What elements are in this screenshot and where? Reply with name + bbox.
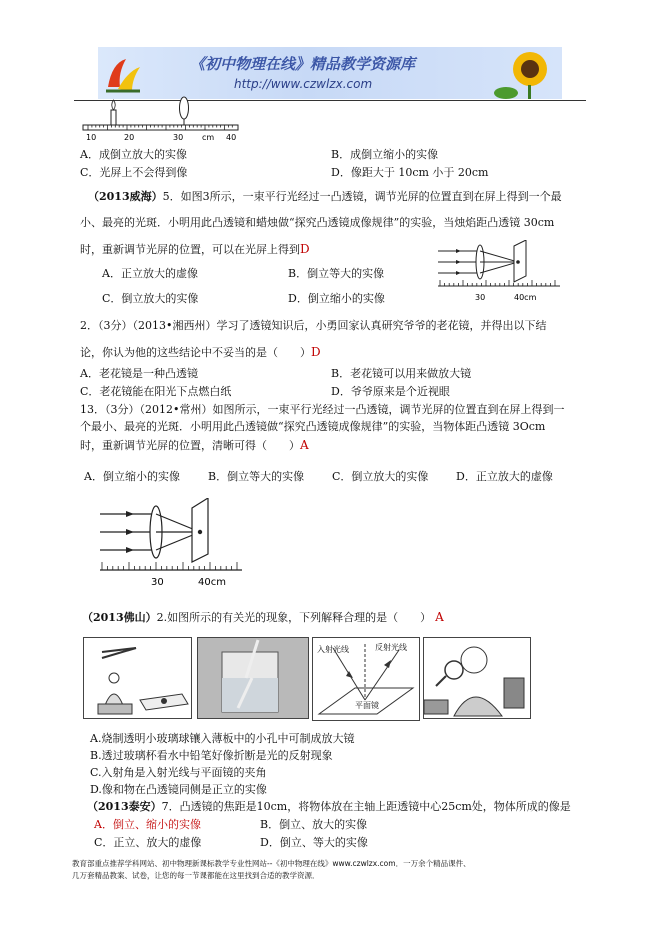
ruler-unit-label: cm bbox=[202, 133, 215, 142]
header-banner bbox=[98, 47, 562, 99]
sunflower-icon bbox=[490, 47, 562, 99]
answer-mark: A bbox=[300, 438, 309, 452]
question-changzhou-line3: 时，重新调节光屏的位置，清晰可得（ ）A bbox=[80, 438, 309, 452]
option-c: C．倒立放大的实像 bbox=[332, 470, 429, 483]
footer-line1: 教育部重点推荐学科网站、初中物理新课标教学专业性网站--《初中物理在线》www.czwlzx.com．一万余个精品课件、 bbox=[72, 859, 471, 868]
option-b: B．老花镜可以用来做放大镜 bbox=[331, 367, 472, 380]
option-d: D．倒立、等大的实像 bbox=[260, 836, 368, 849]
ruler-tick-label: 20 bbox=[124, 133, 135, 142]
option-b: B．倒立等大的实像 bbox=[288, 267, 385, 280]
ruler-tick-label: 40 bbox=[226, 133, 237, 142]
question-changzhou-line1: 13．（3分）（2012•常州）如图所示，一束平行光经过一凸透镜，调节光屏的位置直到在屏上得到一 bbox=[80, 403, 565, 416]
option-d: D．正立放大的虚像 bbox=[456, 470, 553, 483]
option-a: A.烧制透明小玻璃球镶入薄板中的小孔中可制成放大镜 bbox=[90, 732, 355, 745]
option-a: A．成倒立放大的实像 bbox=[80, 148, 187, 161]
question-weihai-line2: 小、最亮的光斑．小明用此凸透镜和蜡烛做“探究凸透镜成像规律”的实验，当烛焰距凸透镜 30cm bbox=[80, 216, 555, 229]
question-source: （2013泰安） bbox=[87, 800, 162, 813]
answer-mark: D bbox=[300, 242, 310, 256]
option-c: C.入射角是入射光线与平面镜的夹角 bbox=[90, 766, 267, 779]
option-a: A．倒立缩小的实像 bbox=[84, 470, 180, 483]
ruler-tick-label: 30 bbox=[173, 133, 184, 142]
pencil-in-water-picture bbox=[197, 637, 309, 719]
lens-screen-figure bbox=[434, 240, 564, 304]
option-c: C．老花镜能在阳光下点燃白纸 bbox=[80, 385, 232, 398]
option-d: D．爷爷原来是个近视眼 bbox=[331, 385, 450, 398]
option-d: D．倒立缩小的实像 bbox=[288, 292, 385, 305]
question-xiangxi-line1: 2．（3分）（2013•湘西州）学习了透镜知识后，小勇回家认真研究爷爷的老花镜，并得出以下结 bbox=[80, 319, 547, 332]
mirror-label: 平面镜 bbox=[355, 701, 379, 710]
question-source: （2013佛山） bbox=[82, 611, 157, 624]
footer-line2: 几万套精品教案、试卷，让您的每一节课都能在这里找到合适的教学资源． bbox=[72, 871, 320, 880]
option-b: B．倒立、放大的实像 bbox=[260, 818, 368, 831]
header-title: 《初中物理在线》精品教学资源库 bbox=[190, 55, 416, 73]
ruler-tick-label: 30 bbox=[475, 293, 486, 302]
site-logo-icon bbox=[102, 53, 144, 95]
answer-mark: A bbox=[435, 610, 444, 624]
question-weihai-line3: 时，重新调节光屏的位置，可以在光屏上得到D bbox=[80, 242, 310, 256]
option-a: A．正立放大的虚像 bbox=[102, 267, 198, 280]
question-changzhou-line2: 个最小、最亮的光斑．小明用此凸透镜做“探究凸透镜成像规律”的实验，当物体距凸透镜 3Ocm bbox=[80, 420, 546, 433]
option-a: A．老花镜是一种凸透镜 bbox=[80, 367, 198, 380]
question-xiangxi-line2: 论，你认为他的这些结论中不妥当的是（ ）D bbox=[80, 345, 321, 359]
magnifying-glass-cartoon-picture bbox=[423, 637, 531, 719]
incident-ray-label: 入射光线 bbox=[317, 645, 349, 654]
candle-lens-ruler-figure bbox=[76, 96, 246, 142]
option-d: D.像和物在凸透镜同侧是正立的实像 bbox=[90, 783, 267, 796]
reflected-ray-label: 反射光线 bbox=[375, 643, 407, 652]
option-b: B.透过玻璃杯看水中铅笔好像折断是光的反射现象 bbox=[90, 749, 333, 762]
ruler-tick-label: 40cm bbox=[514, 293, 537, 302]
option-d: D．像距大于 10cm 小于 20cm bbox=[331, 166, 489, 179]
lens-screen-figure-large bbox=[96, 498, 246, 588]
option-c: C．光屏上不会得到像 bbox=[80, 166, 188, 179]
ruler-tick-label: 10 bbox=[86, 133, 97, 142]
header-url[interactable]: http://www.czwlzx.com bbox=[234, 77, 373, 91]
option-c: C．倒立放大的实像 bbox=[102, 292, 199, 305]
glass-ball-heating-picture bbox=[83, 637, 192, 719]
mirror-reflection-picture bbox=[312, 637, 420, 721]
answer-mark: D bbox=[311, 345, 321, 359]
ruler-tick-label: 30 bbox=[151, 577, 164, 588]
option-b: B．倒立等大的实像 bbox=[208, 470, 305, 483]
option-c: C．正立、放大的虚像 bbox=[94, 836, 202, 849]
option-b: B．成倒立缩小的实像 bbox=[331, 148, 439, 161]
question-foshan-line1: （2013佛山）2.如图所示的有关光的现象，下列解释合理的是（ ） A bbox=[82, 610, 444, 624]
ruler-tick-label: 40cm bbox=[198, 577, 226, 588]
question-taian-line1: （2013泰安）7．凸透镜的焦距是10cm，将物体放在主轴上距透镜中心25cm处，物体所成的像是 bbox=[87, 800, 571, 813]
question-source: （2013威海） bbox=[88, 190, 163, 203]
option-a: A．倒立、缩小的实像 bbox=[94, 818, 201, 831]
question-weihai-line1: （2013威海）5．如图3所示，一束平行光经过一凸透镜，调节光屏的位置直到在屏上得到一个最 bbox=[88, 190, 562, 203]
